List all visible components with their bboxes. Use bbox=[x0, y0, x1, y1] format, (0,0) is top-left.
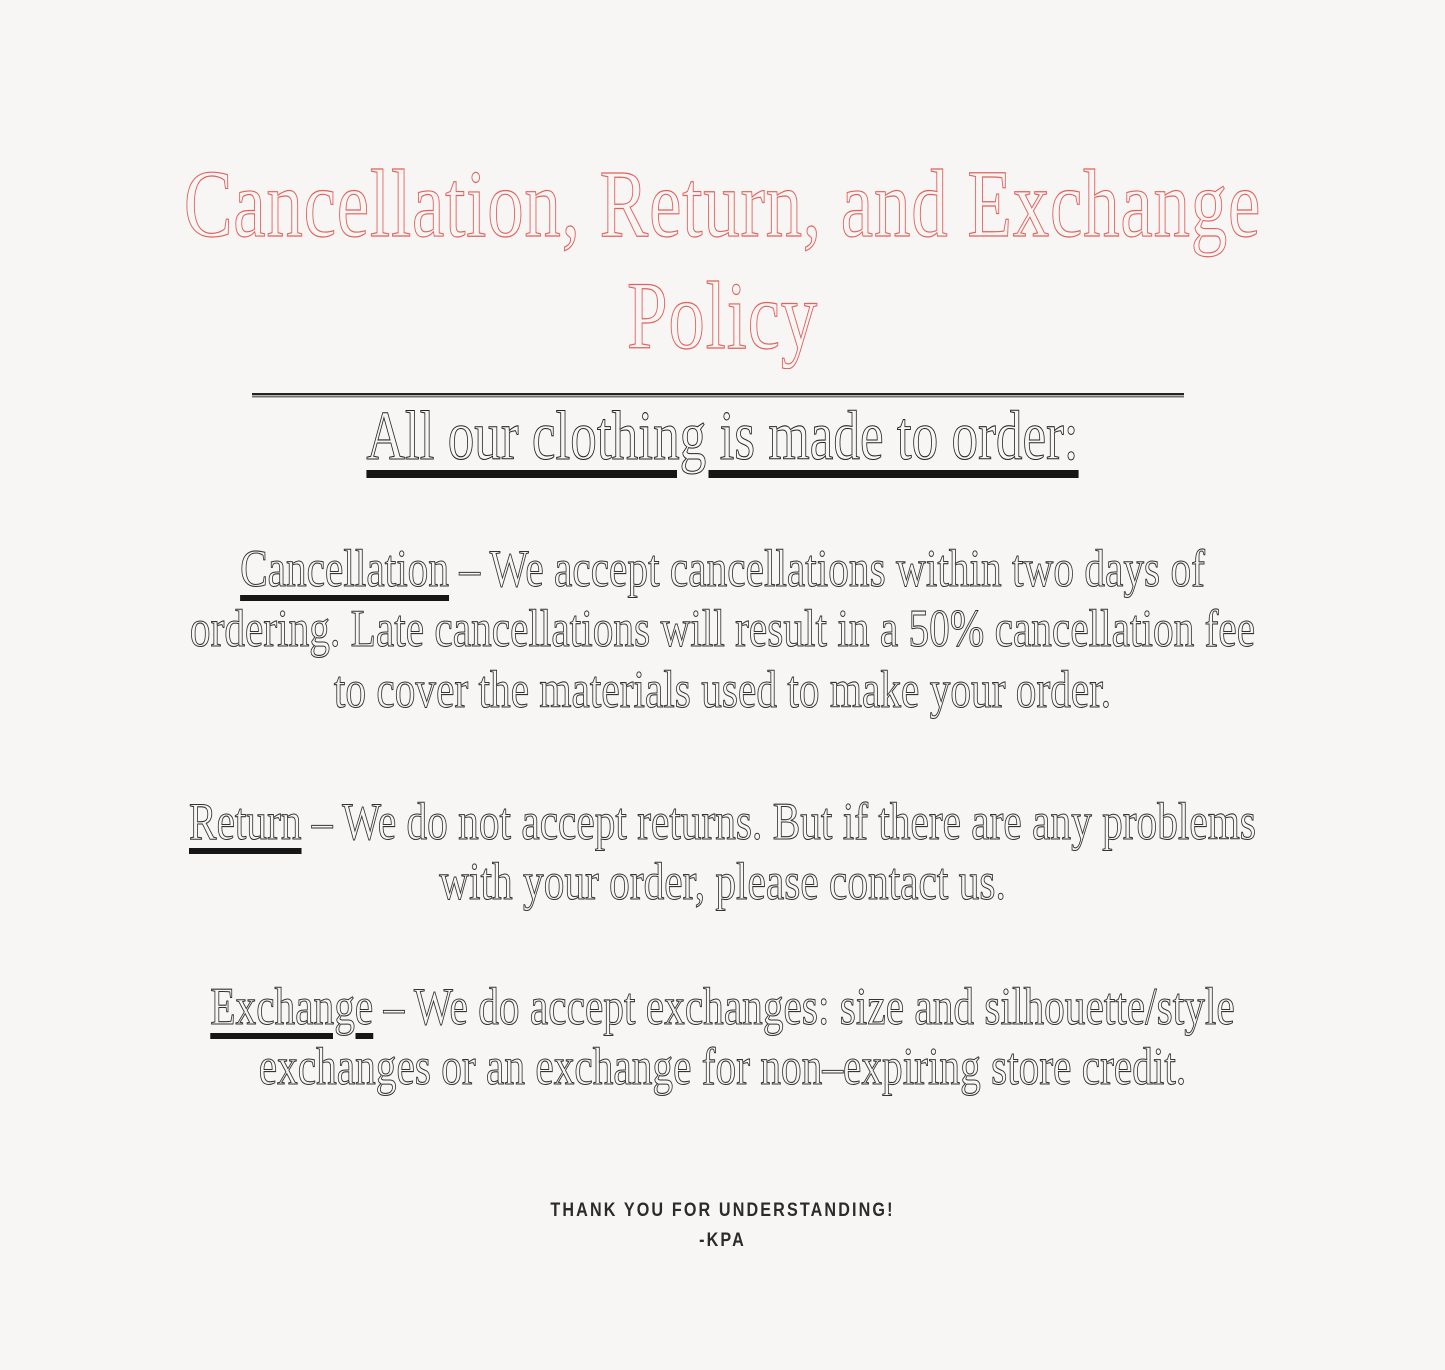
return-line-2: with your order, please contact us. bbox=[439, 853, 1006, 912]
exchange-policy-paragraph bbox=[159, 977, 1286, 1098]
footer bbox=[108, 1196, 1336, 1257]
cancellation-term: Cancellation bbox=[240, 540, 450, 598]
footer-signature: -KPA bbox=[699, 1230, 746, 1252]
made-to-order-heading bbox=[173, 395, 1271, 479]
cancellation-policy-paragraph bbox=[159, 539, 1286, 720]
exchange-line-1 bbox=[159, 977, 1286, 1037]
return-line-1-rest: – We do not accept returns. But if there are any problems bbox=[301, 793, 1256, 851]
exchange-term: Exchange bbox=[210, 978, 374, 1036]
return-policy-paragraph bbox=[159, 792, 1286, 913]
exchange-line-2: exchanges or an exchange for non–expiring store credit. bbox=[258, 1038, 1187, 1097]
cancellation-line-2: ordering. Late cancellations will result in a 50% cancellation fee bbox=[189, 600, 1256, 659]
page-title bbox=[173, 148, 1271, 373]
page-title-line-2: Policy bbox=[626, 262, 819, 370]
footer-thanks: THANK YOU FOR UNDERSTANDING! bbox=[550, 1200, 895, 1221]
return-line-1 bbox=[159, 792, 1286, 852]
cancellation-line-1-rest: – We accept cancellations within two days of bbox=[449, 540, 1205, 598]
made-to-order-heading-text: All our clothing is made to order: bbox=[366, 398, 1079, 475]
exchange-line-1-rest: – We do accept exchanges: size and silhouette/style bbox=[373, 978, 1235, 1036]
cancellation-line-3: to cover the materials used to make your order. bbox=[333, 660, 1112, 719]
cancellation-line-1 bbox=[159, 539, 1286, 599]
return-term: Return bbox=[189, 793, 302, 851]
page-title-line-1: Cancellation, Return, and Exchange bbox=[183, 150, 1262, 257]
